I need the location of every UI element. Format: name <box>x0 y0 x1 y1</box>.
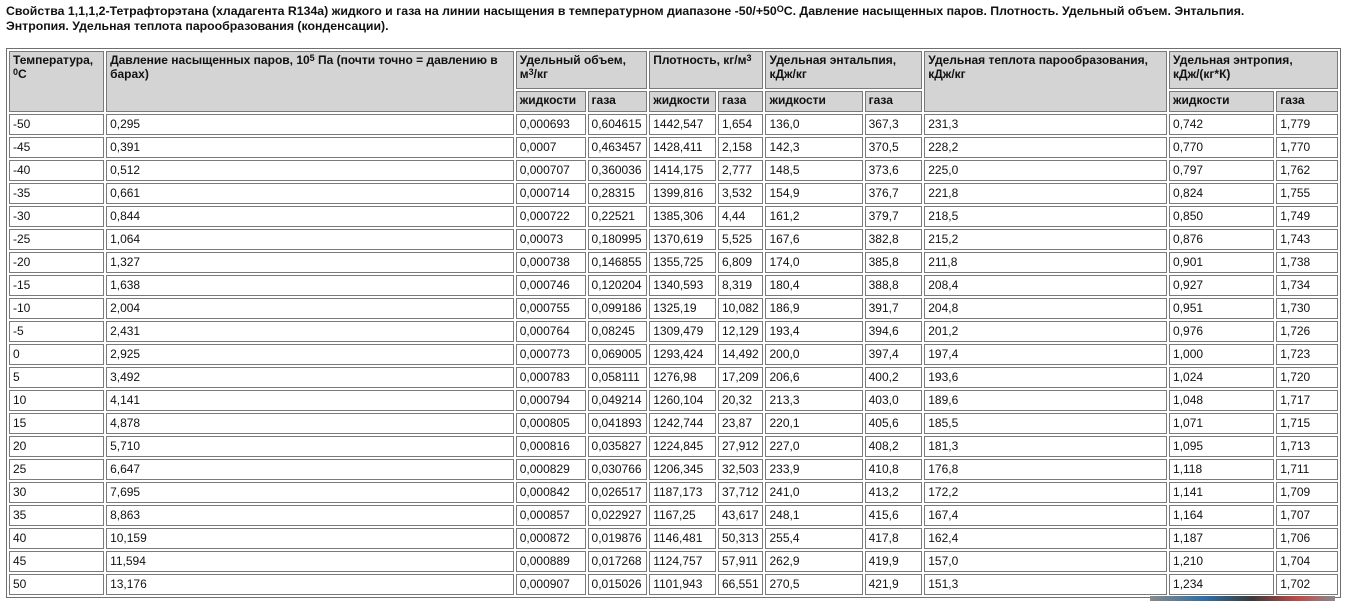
cell-density-liquid: 1325,19 <box>649 298 716 319</box>
cell-volume-liquid: 0,000857 <box>516 505 586 526</box>
cell-density-liquid: 1206,345 <box>649 459 716 480</box>
cell-enthalpy-gas: 379,7 <box>865 206 923 227</box>
header-pressure: Давление насыщенных паров, $10^5$ Па (почти точно = давлению в барах) <box>106 51 514 112</box>
table-row <box>9 252 1338 273</box>
cell-entropy-liquid: 0,797 <box>1169 160 1274 181</box>
cell-pressure: 7,695 <box>106 482 514 503</box>
cell-density-liquid: 1124,757 <box>649 551 716 572</box>
cell-density-gas: 6,809 <box>718 252 764 273</box>
cell-density-liquid: 1442,547 <box>649 114 716 135</box>
cell-enthalpy-gas: 415,6 <box>865 505 923 526</box>
cell-vaporization-heat: 218,5 <box>924 206 1167 227</box>
cell-pressure: 0,661 <box>106 183 514 204</box>
cell-volume-liquid: 0,000842 <box>516 482 586 503</box>
cell-volume-gas: 0,360036 <box>588 160 648 181</box>
cell-density-gas: 14,492 <box>718 344 764 365</box>
cell-vaporization-heat: 225,0 <box>924 160 1167 181</box>
cell-volume-gas: 0,28315 <box>588 183 648 204</box>
cell-vaporization-heat: 215,2 <box>924 229 1167 250</box>
cell-density-liquid: 1370,619 <box>649 229 716 250</box>
cell-enthalpy-liquid: 186,9 <box>765 298 862 319</box>
cell-temperature: -5 <box>9 321 104 342</box>
cell-density-liquid: 1187,173 <box>649 482 716 503</box>
cell-pressure: 6,647 <box>106 459 514 480</box>
cell-entropy-liquid: 0,876 <box>1169 229 1274 250</box>
table-row <box>9 321 1338 342</box>
cell-enthalpy-gas: 413,2 <box>865 482 923 503</box>
cell-enthalpy-liquid: 241,0 <box>765 482 862 503</box>
cell-density-liquid: 1414,175 <box>649 160 716 181</box>
cell-vaporization-heat: 197,4 <box>924 344 1167 365</box>
cell-entropy-gas: 1,755 <box>1276 183 1338 204</box>
cell-entropy-gas: 1,723 <box>1276 344 1338 365</box>
cell-enthalpy-liquid: 180,4 <box>765 275 862 296</box>
cell-vaporization-heat: 181,3 <box>924 436 1167 457</box>
cell-pressure: 0,295 <box>106 114 514 135</box>
cell-density-gas: 1,654 <box>718 114 764 135</box>
cell-volume-liquid: 0,000773 <box>516 344 586 365</box>
table-row <box>9 390 1338 411</box>
cell-volume-gas: 0,604615 <box>588 114 648 135</box>
cell-entropy-liquid: 0,951 <box>1169 298 1274 319</box>
cell-vaporization-heat: 189,6 <box>924 390 1167 411</box>
caption-line-2: Энтропия. Удельная теплота парообразования (конденсации). <box>6 18 389 33</box>
subheader-entropy-gas: газа <box>1276 91 1338 112</box>
subheader-enthalpy-liquid: жидкости <box>765 91 862 112</box>
cell-density-gas: 2,777 <box>718 160 764 181</box>
cell-enthalpy-gas: 421,9 <box>865 574 923 595</box>
cell-enthalpy-gas: 370,5 <box>865 137 923 158</box>
subheader-density-gas: газа <box>718 91 764 112</box>
cell-enthalpy-gas: 417,8 <box>865 528 923 549</box>
cell-density-gas: 3,532 <box>718 183 764 204</box>
cell-entropy-gas: 1,779 <box>1276 114 1338 135</box>
cell-enthalpy-liquid: 148,5 <box>765 160 862 181</box>
header-density: Плотность, $кг/м^3$ <box>649 51 763 89</box>
cell-entropy-liquid: 1,000 <box>1169 344 1274 365</box>
cell-entropy-gas: 1,715 <box>1276 413 1338 434</box>
cell-density-gas: 17,209 <box>718 367 764 388</box>
cell-entropy-liquid: 0,850 <box>1169 206 1274 227</box>
cell-volume-liquid: 0,000816 <box>516 436 586 457</box>
cell-density-gas: 66,551 <box>718 574 764 595</box>
cell-enthalpy-gas: 397,4 <box>865 344 923 365</box>
cell-volume-gas: 0,026517 <box>588 482 648 503</box>
cell-temperature: 0 <box>9 344 104 365</box>
caption-line-1: Свойства 1,1,1,2-Тетрафторэтана (хладагента R134a) жидкого и газа на линии насыщения в температурном диапазоне $-50/+50^OC$. Давление насыщенных паров. Плотность. Удельный объем. Энтальпия. <box>6 4 1245 18</box>
cell-pressure: 2,004 <box>106 298 514 319</box>
table-row <box>9 367 1338 388</box>
cell-temperature: 50 <box>9 574 104 595</box>
cell-volume-liquid: 0,000783 <box>516 367 586 388</box>
cell-volume-liquid: 0,000872 <box>516 528 586 549</box>
cell-vaporization-heat: 208,4 <box>924 275 1167 296</box>
cell-entropy-gas: 1,738 <box>1276 252 1338 273</box>
cell-enthalpy-liquid: 154,9 <box>765 183 862 204</box>
cell-entropy-gas: 1,704 <box>1276 551 1338 572</box>
cell-pressure: 2,431 <box>106 321 514 342</box>
cell-volume-gas: 0,22521 <box>588 206 648 227</box>
cell-entropy-liquid: 1,234 <box>1169 574 1274 595</box>
cell-density-liquid: 1293,424 <box>649 344 716 365</box>
cell-temperature: 45 <box>9 551 104 572</box>
cell-vaporization-heat: 162,4 <box>924 528 1167 549</box>
cell-volume-gas: 0,146855 <box>588 252 648 273</box>
cell-volume-liquid: 0,000764 <box>516 321 586 342</box>
table-row <box>9 413 1338 434</box>
cell-density-liquid: 1340,593 <box>649 275 716 296</box>
cell-enthalpy-gas: 394,6 <box>865 321 923 342</box>
cell-density-gas: 12,129 <box>718 321 764 342</box>
cell-entropy-gas: 1,707 <box>1276 505 1338 526</box>
cell-temperature: -35 <box>9 183 104 204</box>
cell-pressure: 4,878 <box>106 413 514 434</box>
cell-entropy-liquid: 1,071 <box>1169 413 1274 434</box>
header-vaporization-heat: Удельная теплота парообразования, кДж/кг <box>924 51 1167 112</box>
cell-density-liquid: 1224,845 <box>649 436 716 457</box>
cell-entropy-liquid: 0,770 <box>1169 137 1274 158</box>
cell-temperature: -30 <box>9 206 104 227</box>
cell-density-liquid: 1355,725 <box>649 252 716 273</box>
cell-density-gas: 32,503 <box>718 459 764 480</box>
cell-volume-liquid: 0,000722 <box>516 206 586 227</box>
cell-enthalpy-gas: 367,3 <box>865 114 923 135</box>
cell-vaporization-heat: 172,2 <box>924 482 1167 503</box>
cell-pressure: 10,159 <box>106 528 514 549</box>
cell-density-gas: 20,32 <box>718 390 764 411</box>
cell-volume-gas: 0,035827 <box>588 436 648 457</box>
cell-enthalpy-gas: 403,0 <box>865 390 923 411</box>
cell-entropy-gas: 1,713 <box>1276 436 1338 457</box>
cell-temperature: 15 <box>9 413 104 434</box>
table-row <box>9 505 1338 526</box>
cell-vaporization-heat: 167,4 <box>924 505 1167 526</box>
cell-entropy-liquid: 0,901 <box>1169 252 1274 273</box>
cell-enthalpy-liquid: 227,0 <box>765 436 862 457</box>
cell-density-liquid: 1385,306 <box>649 206 716 227</box>
cell-density-gas: 4,44 <box>718 206 764 227</box>
subheader-enthalpy-gas: газа <box>865 91 923 112</box>
cell-volume-gas: 0,099186 <box>588 298 648 319</box>
cell-entropy-gas: 1,734 <box>1276 275 1338 296</box>
cell-enthalpy-gas: 408,2 <box>865 436 923 457</box>
cell-density-liquid: 1399,816 <box>649 183 716 204</box>
cell-volume-liquid: 0,000693 <box>516 114 586 135</box>
cell-temperature: 20 <box>9 436 104 457</box>
cell-entropy-liquid: 1,095 <box>1169 436 1274 457</box>
cell-vaporization-heat: 185,5 <box>924 413 1167 434</box>
cell-temperature: 5 <box>9 367 104 388</box>
cell-enthalpy-gas: 385,8 <box>865 252 923 273</box>
header-row-main <box>9 51 1338 89</box>
cell-temperature: 25 <box>9 459 104 480</box>
table-row <box>9 459 1338 480</box>
cell-temperature: -45 <box>9 137 104 158</box>
cell-density-liquid: 1309,479 <box>649 321 716 342</box>
table-row <box>9 183 1338 204</box>
cell-enthalpy-liquid: 193,4 <box>765 321 862 342</box>
subheader-volume-gas: газа <box>588 91 648 112</box>
cell-enthalpy-liquid: 206,6 <box>765 367 862 388</box>
cell-pressure: 3,492 <box>106 367 514 388</box>
cell-density-gas: 8,319 <box>718 275 764 296</box>
cell-volume-liquid: 0,000829 <box>516 459 586 480</box>
cell-pressure: 0,391 <box>106 137 514 158</box>
cell-temperature: 10 <box>9 390 104 411</box>
cell-enthalpy-liquid: 136,0 <box>765 114 862 135</box>
cell-density-liquid: 1276,98 <box>649 367 716 388</box>
cell-enthalpy-gas: 391,7 <box>865 298 923 319</box>
cell-volume-gas: 0,015026 <box>588 574 648 595</box>
cell-volume-gas: 0,069005 <box>588 344 648 365</box>
cell-enthalpy-liquid: 213,3 <box>765 390 862 411</box>
cell-vaporization-heat: 221,8 <box>924 183 1167 204</box>
table-row <box>9 298 1338 319</box>
table-body <box>9 114 1338 595</box>
table-row <box>9 436 1338 457</box>
cell-enthalpy-gas: 419,9 <box>865 551 923 572</box>
cell-entropy-gas: 1,706 <box>1276 528 1338 549</box>
cell-volume-liquid: 0,000907 <box>516 574 586 595</box>
cell-density-liquid: 1242,744 <box>649 413 716 434</box>
cell-enthalpy-gas: 373,6 <box>865 160 923 181</box>
cell-temperature: 30 <box>9 482 104 503</box>
cell-volume-liquid: 0,000889 <box>516 551 586 572</box>
cell-pressure: 1,064 <box>106 229 514 250</box>
cell-entropy-gas: 1,711 <box>1276 459 1338 480</box>
cell-density-gas: 27,912 <box>718 436 764 457</box>
cell-density-gas: 43,617 <box>718 505 764 526</box>
table-row <box>9 551 1338 572</box>
cell-enthalpy-liquid: 142,3 <box>765 137 862 158</box>
header-entropy: Удельная энтропия, кДж/(кг*К) <box>1169 51 1338 89</box>
cell-density-gas: 50,313 <box>718 528 764 549</box>
cell-volume-gas: 0,08245 <box>588 321 648 342</box>
cell-entropy-gas: 1,709 <box>1276 482 1338 503</box>
cell-temperature: 35 <box>9 505 104 526</box>
cell-entropy-liquid: 1,118 <box>1169 459 1274 480</box>
cell-density-gas: 57,911 <box>718 551 764 572</box>
cell-vaporization-heat: 176,8 <box>924 459 1167 480</box>
cell-vaporization-heat: 201,2 <box>924 321 1167 342</box>
table-row <box>9 137 1338 158</box>
cell-volume-gas: 0,017268 <box>588 551 648 572</box>
cell-volume-gas: 0,041893 <box>588 413 648 434</box>
cell-density-liquid: 1167,25 <box>649 505 716 526</box>
table-row <box>9 229 1338 250</box>
cell-volume-liquid: 0,000746 <box>516 275 586 296</box>
cell-volume-liquid: 0,000714 <box>516 183 586 204</box>
cell-vaporization-heat: 231,3 <box>924 114 1167 135</box>
cell-enthalpy-gas: 405,6 <box>865 413 923 434</box>
cell-entropy-gas: 1,730 <box>1276 298 1338 319</box>
cell-vaporization-heat: 193,6 <box>924 367 1167 388</box>
cell-density-gas: 2,158 <box>718 137 764 158</box>
cell-volume-gas: 0,180995 <box>588 229 648 250</box>
cell-volume-gas: 0,030766 <box>588 459 648 480</box>
cell-entropy-gas: 1,726 <box>1276 321 1338 342</box>
table-row <box>9 528 1338 549</box>
cell-entropy-liquid: 1,164 <box>1169 505 1274 526</box>
cell-volume-gas: 0,019876 <box>588 528 648 549</box>
cell-volume-gas: 0,058111 <box>588 367 648 388</box>
properties-table <box>6 48 1341 598</box>
header-temperature: Температура, $^0$C <box>9 51 104 112</box>
cell-entropy-liquid: 1,048 <box>1169 390 1274 411</box>
cell-enthalpy-liquid: 161,2 <box>765 206 862 227</box>
cell-volume-liquid: 0,000805 <box>516 413 586 434</box>
cell-enthalpy-liquid: 167,6 <box>765 229 862 250</box>
subheader-volume-liquid: жидкости <box>516 91 586 112</box>
cell-volume-liquid: 0,00073 <box>516 229 586 250</box>
cell-pressure: 5,710 <box>106 436 514 457</box>
cell-pressure: 2,925 <box>106 344 514 365</box>
table-caption <box>6 4 1336 33</box>
cell-pressure: 4,141 <box>106 390 514 411</box>
table-row <box>9 114 1338 135</box>
cell-entropy-liquid: 0,824 <box>1169 183 1274 204</box>
cell-volume-gas: 0,049214 <box>588 390 648 411</box>
cell-entropy-liquid: 1,024 <box>1169 367 1274 388</box>
cell-temperature: 40 <box>9 528 104 549</box>
cell-volume-liquid: 0,0007 <box>516 137 586 158</box>
table-row <box>9 160 1338 181</box>
cell-temperature: -25 <box>9 229 104 250</box>
cell-enthalpy-liquid: 174,0 <box>765 252 862 273</box>
cell-enthalpy-liquid: 233,9 <box>765 459 862 480</box>
cell-volume-liquid: 0,000794 <box>516 390 586 411</box>
cell-volume-liquid: 0,000738 <box>516 252 586 273</box>
cell-density-liquid: 1101,943 <box>649 574 716 595</box>
cell-enthalpy-liquid: 270,5 <box>765 574 862 595</box>
table-row <box>9 482 1338 503</box>
cell-vaporization-heat: 228,2 <box>924 137 1167 158</box>
cell-density-liquid: 1428,411 <box>649 137 716 158</box>
cell-entropy-liquid: 0,742 <box>1169 114 1274 135</box>
cell-pressure: 1,638 <box>106 275 514 296</box>
cell-density-liquid: 1146,481 <box>649 528 716 549</box>
cell-volume-liquid: 0,000707 <box>516 160 586 181</box>
table-row <box>9 344 1338 365</box>
header-enthalpy: Удельная энтальпия, кДж/кг <box>765 51 922 89</box>
cell-volume-gas: 0,022927 <box>588 505 648 526</box>
cell-entropy-gas: 1,762 <box>1276 160 1338 181</box>
header-specific-volume: Удельный объем, $м^3/кг$ <box>516 51 647 89</box>
cell-temperature: -20 <box>9 252 104 273</box>
cell-volume-gas: 0,463457 <box>588 137 648 158</box>
cell-vaporization-heat: 151,3 <box>924 574 1167 595</box>
cell-pressure: 0,844 <box>106 206 514 227</box>
cell-entropy-gas: 1,743 <box>1276 229 1338 250</box>
cell-enthalpy-gas: 388,8 <box>865 275 923 296</box>
cell-enthalpy-liquid: 220,1 <box>765 413 862 434</box>
cell-entropy-gas: 1,770 <box>1276 137 1338 158</box>
cell-enthalpy-liquid: 262,9 <box>765 551 862 572</box>
table-row <box>9 574 1338 595</box>
cell-density-gas: 23,87 <box>718 413 764 434</box>
cell-enthalpy-gas: 410,8 <box>865 459 923 480</box>
cell-pressure: 8,863 <box>106 505 514 526</box>
cell-entropy-liquid: 1,187 <box>1169 528 1274 549</box>
cell-entropy-liquid: 1,141 <box>1169 482 1274 503</box>
cell-entropy-gas: 1,749 <box>1276 206 1338 227</box>
cell-entropy-gas: 1,702 <box>1276 574 1338 595</box>
cell-temperature: -50 <box>9 114 104 135</box>
table-row <box>9 206 1338 227</box>
cell-pressure: 13,176 <box>106 574 514 595</box>
cell-density-gas: 37,712 <box>718 482 764 503</box>
cell-density-gas: 10,082 <box>718 298 764 319</box>
cell-temperature: -10 <box>9 298 104 319</box>
cell-enthalpy-liquid: 200,0 <box>765 344 862 365</box>
cell-volume-liquid: 0,000755 <box>516 298 586 319</box>
cell-vaporization-heat: 211,8 <box>924 252 1167 273</box>
cell-enthalpy-liquid: 255,4 <box>765 528 862 549</box>
subheader-density-liquid: жидкости <box>649 91 716 112</box>
cell-pressure: 1,327 <box>106 252 514 273</box>
table-row <box>9 275 1338 296</box>
cell-entropy-liquid: 1,210 <box>1169 551 1274 572</box>
cell-vaporization-heat: 157,0 <box>924 551 1167 572</box>
subheader-entropy-liquid: жидкости <box>1169 91 1274 112</box>
cell-volume-gas: 0,120204 <box>588 275 648 296</box>
cell-entropy-liquid: 0,927 <box>1169 275 1274 296</box>
cell-enthalpy-gas: 400,2 <box>865 367 923 388</box>
cell-enthalpy-gas: 382,8 <box>865 229 923 250</box>
cell-temperature: -15 <box>9 275 104 296</box>
cell-enthalpy-gas: 376,7 <box>865 183 923 204</box>
cell-entropy-liquid: 0,976 <box>1169 321 1274 342</box>
cell-density-gas: 5,525 <box>718 229 764 250</box>
cell-pressure: 0,512 <box>106 160 514 181</box>
cell-entropy-gas: 1,717 <box>1276 390 1338 411</box>
cell-density-liquid: 1260,104 <box>649 390 716 411</box>
cell-pressure: 11,594 <box>106 551 514 572</box>
cell-enthalpy-liquid: 248,1 <box>765 505 862 526</box>
page-footer-strip <box>1150 596 1335 601</box>
cell-temperature: -40 <box>9 160 104 181</box>
cell-vaporization-heat: 204,8 <box>924 298 1167 319</box>
cell-entropy-gas: 1,720 <box>1276 367 1338 388</box>
